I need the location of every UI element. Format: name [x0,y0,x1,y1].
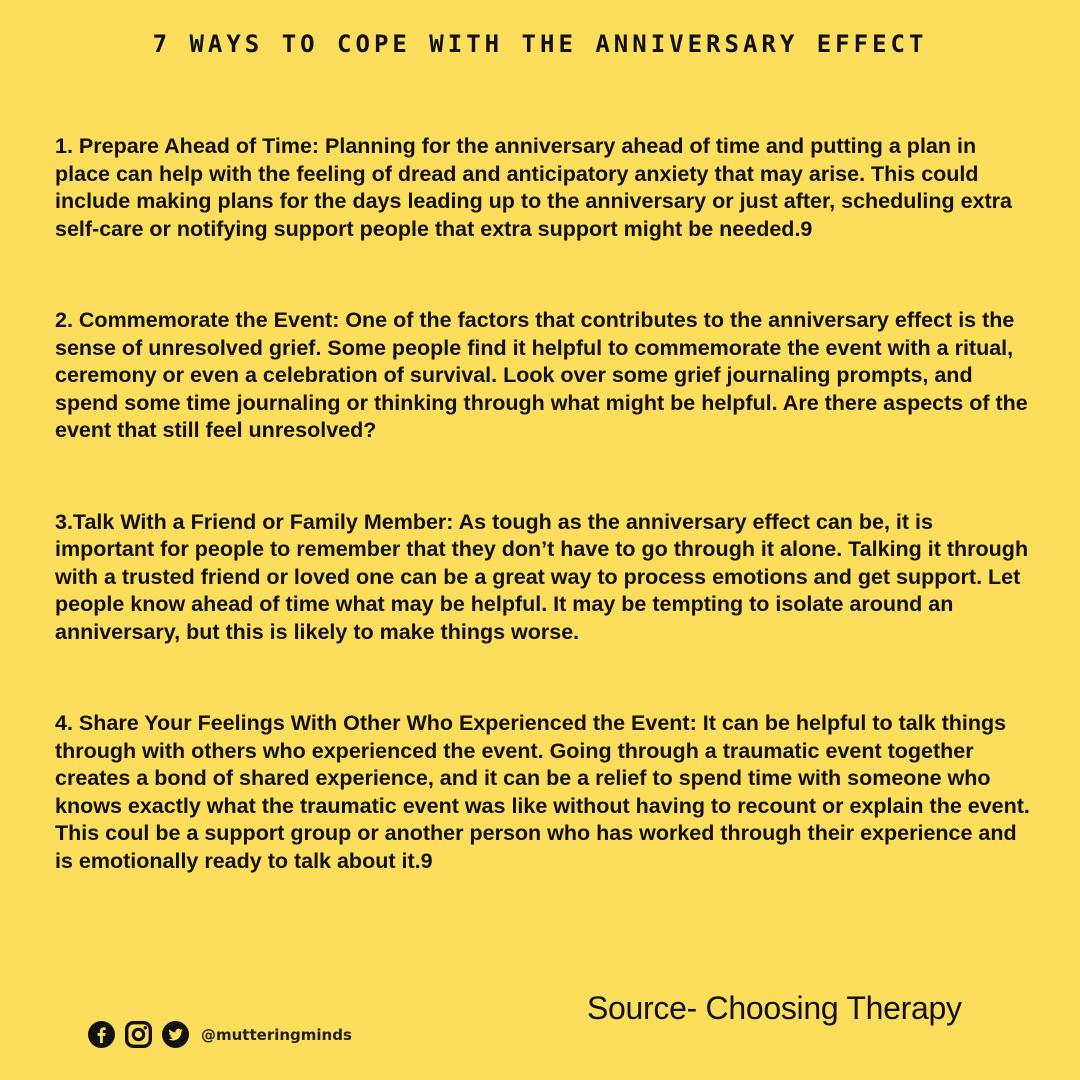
twitter-icon[interactable] [162,1021,189,1048]
facebook-icon[interactable] [88,1021,115,1048]
tip-3: 3.Talk With a Friend or Family Member: As tough as the anniversary effect can be, it is important for people to remember that they don’t have to go through it alone. Talking it through with a trusted friend or loved one can be a great way to process emotions and get support. Let people know ahead of time what may be helpful. It may be tempting to isolate around an anniversary, but this is likely to make things worse. [55,509,1029,644]
social-bar [88,1021,352,1048]
tip-1: 1. Prepare Ahead of Time: Planning for the anniversary ahead of time and putting a plan in place can help with the feeling of dread and anticipatory anxiety that may arise. This could include making plans for the days leading up to the anniversary or just after, scheduling extra self-care or notifying support people that extra support might be needed.9 [55,134,1012,241]
instagram-icon[interactable] [125,1021,152,1048]
source-credit: Source- Choosing Therapy [587,990,962,1026]
tips-list [55,133,1030,939]
social-handle[interactable]: @mutteringminds [201,1025,352,1044]
page-title: 7 WAYS TO COPE WITH THE ANNIVERSARY EFFECT [152,30,928,58]
tip-4: 4. Share Your Feelings With Other Who Experienced the Event: It can be helpful to talk things through with others who experienced the event. Going through a traumatic event together creates a bond of shared experience, and it can be a relief to spend time with someone who knows exactly what the traumatic event was like without having to recount or explain the event. This coul be a support group or another person who has worked through their experience and is emotionally ready to talk about it.9 [55,711,1030,873]
tip-2: 2. Commemorate the Event: One of the factors that contributes to the anniversary effect is the sense of unresolved grief. Some people find it helpful to commemorate the event with a ritual, ceremony or even a celebration of survival. Look over some grief journaling prompts, and spend some time journaling or thinking through what might be helpful. Are there aspects of the event that still feel unresolved? [55,308,1028,442]
